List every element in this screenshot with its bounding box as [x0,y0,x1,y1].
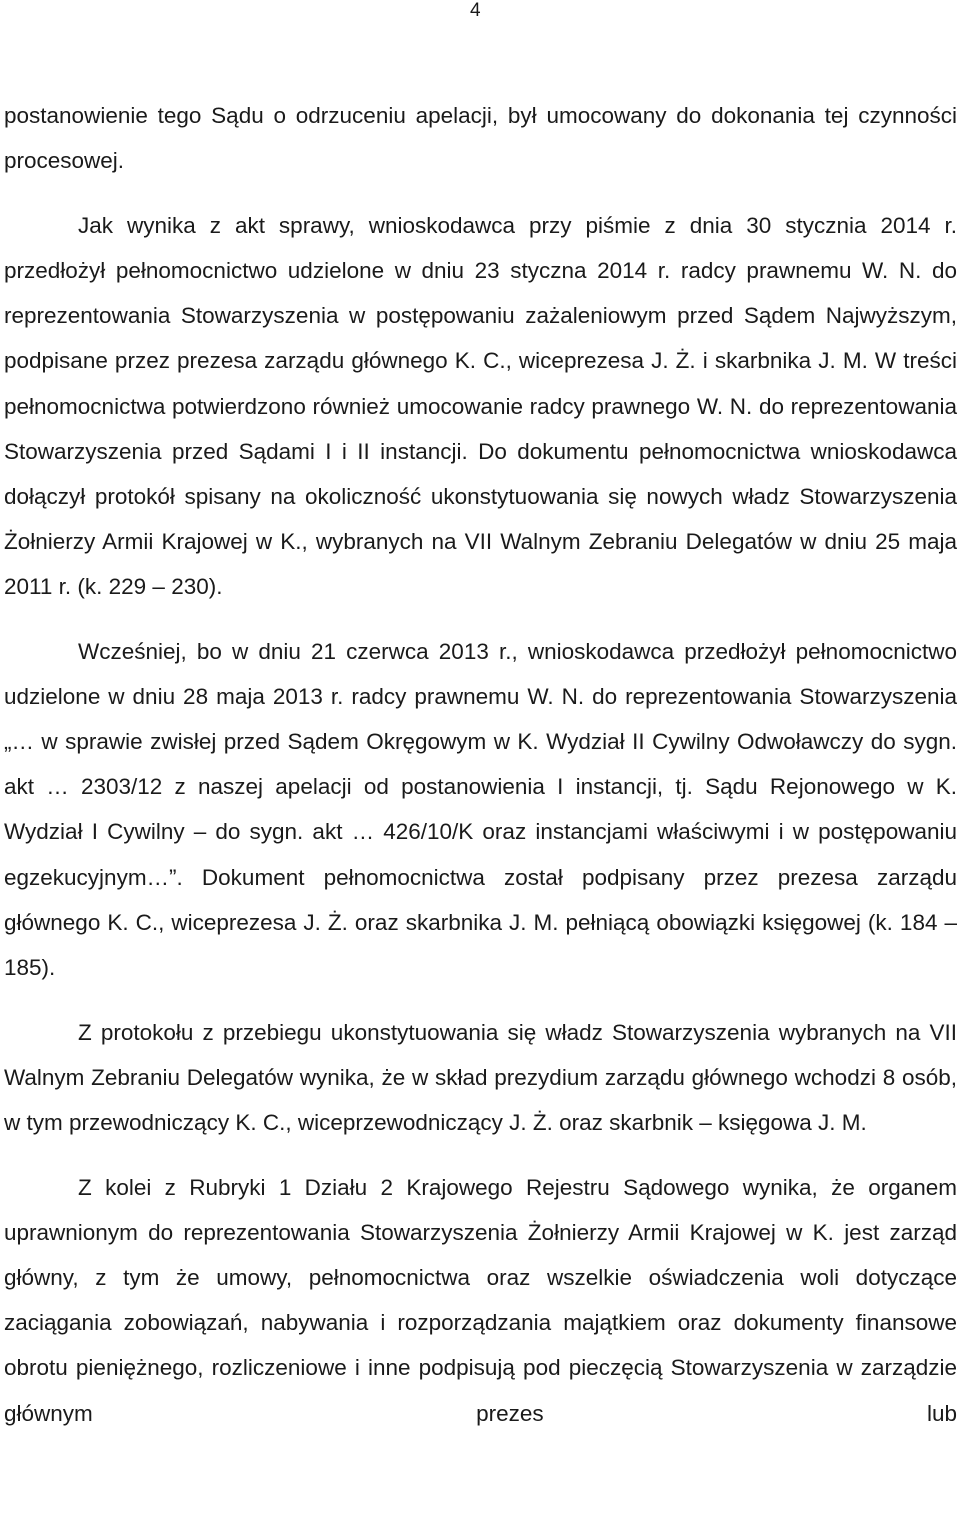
paragraph-5: Z kolei z Rubryki 1 Działu 2 Krajowego Rejestru Sądowego wynika, że organem uprawnionym do reprezentowania Stowarzyszenia Żołnierzy Armii Krajowej w K. jest zarząd główny, z tym że umowy, pełnomocnictwa oraz wszelkie oświadczenia woli dotyczące zaciągania zobowiązań, nabywania i rozporządzania majątkiem oraz dokumenty finansowe obrotu pieniężnego, rozliczeniowe i inne podpisują pod pieczęcią Stowarzyszenia w zarządzie głównym prezes lub [4,1175,957,1426]
paragraph-1: postanowienie tego Sądu o odrzuceniu apelacji, był umocowany do dokonania tej czynności procesowej. [4,103,957,174]
paragraph-2: Jak wynika z akt sprawy, wnioskodawca przy piśmie z dnia 30 stycznia 2014 r. przedłożył pełnomocnictwo udzielone w dniu 23 styczna 2014 r. radcy prawnemu W. N. do reprezentowania Stowarzyszenia w postępowaniu zażaleniowym przed Sądem Najwyższym, podpisane przez prezesa zarządu głównego K. C., wiceprezesa J. Ż. i skarbnika J. M. W treści pełnomocnictwa potwierdzono również umocowanie radcy prawnego W. N. do reprezentowania Stowarzyszenia przed Sądami I i II instancji. Do dokumentu pełnomocnictwa wnioskodawca dołączył protokół spisany na okoliczność ukonstytuowania się nowych władz Stowarzyszenia Żołnierzy Armii Krajowej w K., wybranych na VII Walnym Zebraniu Delegatów w dniu 25 maja 2011 r. (k. 229 – 230). [4,213,957,599]
paragraph-3: Wcześniej, bo w dniu 21 czerwca 2013 r., wnioskodawca przedłożył pełnomocnictwo udzielone w dniu 28 maja 2013 r. radcy prawnemu W. N. do reprezentowania Stowarzyszenia „… w sprawie zwisłej przed Sądem Okręgowym w K. Wydział II Cywilny Odwoławczy do sygn. akt … 2303/12 z naszej apelacji od postanowienia I instancji, tj. Sądu Rejonowego w K. Wydział I Cywilny – do sygn. akt … 426/10/K oraz instancjami właściwymi i w postępowaniu egzekucyjnym…”. Dokument pełnomocnictwa został podpisany przez prezesa zarządu głównego K. C., wiceprezesa J. Ż. oraz skarbnika J. M. pełniącą obowiązki księgowej (k. 184 – 185). [4,639,957,980]
paragraph-4: Z protokołu z przebiegu ukonstytuowania się władz Stowarzyszenia wybranych na VII Walnym Zebraniu Delegatów wynika, że w skład prezydium zarządu głównego wchodzi 8 osób, w tym przewodniczący K. C., wiceprzewodniczący J. Ż. oraz skarbnik – księgowa J. M. [4,1019,957,1135]
document-body [4,93,957,1436]
page-number: 4 [470,0,481,21]
